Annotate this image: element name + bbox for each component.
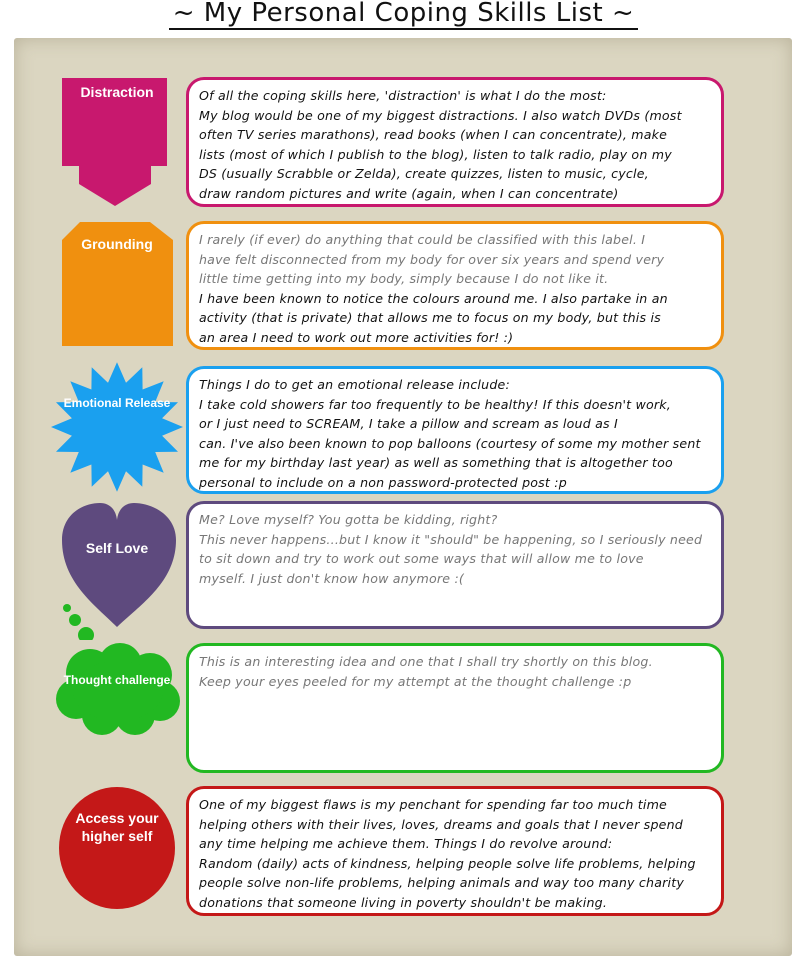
thought-challenge-label: Thought challenge: [63, 673, 171, 687]
description-line: donations that someone living in poverty shouldn't be making.: [199, 894, 608, 910]
page-title: [0, 0, 807, 28]
description-line: helping others with their lives, loves, dreams and goals that I never spend: [199, 816, 683, 832]
emotional-release-label: Emotional Release: [63, 396, 171, 410]
description-line: to sit down and try to work out some ways that will allow me to love: [199, 551, 644, 566]
description-line: Me? Love myself? You gotta be kidding, right?: [199, 512, 498, 527]
emotional-release-star-shape: [40, 362, 190, 492]
description-line: any time helping me achieve them. Things I do revolve around:: [199, 836, 613, 851]
emotional-release-description-box: [186, 366, 724, 494]
thought-challenge-description-box: [186, 643, 724, 773]
distraction-arrow-box-shape: [40, 76, 190, 210]
thought-challenge-cloud-shape: [40, 643, 190, 738]
access-your-higher-self-circle-shape: [40, 786, 190, 911]
description-line: This never happens...but I know it "should" be happening, so I seriously need: [199, 531, 703, 547]
description-line: I take cold showers far too frequently to be healthy! If this doesn't work,: [199, 396, 671, 412]
description-line: I rarely (if ever) do anything that could be classified with this label. I: [199, 232, 646, 247]
description-line: an area I need to work out more activities for! :): [199, 329, 514, 345]
grounding-label: Grounding: [81, 236, 153, 252]
description-line: Things I do to get an emotional release include:: [199, 377, 510, 392]
description-line: Keep your eyes peeled for my attempt at the thought challenge :p: [199, 673, 632, 689]
description-line: This is an interesting idea and one that I shall try shortly on this blog.: [199, 654, 653, 669]
description-line: lists (most of which I publish to the blog), listen to talk radio, play on my: [199, 146, 672, 162]
description-line: people solve non-life problems, helping animals and way too many charity: [199, 875, 684, 890]
description-line: have felt disconnected from my body for over six years and spend very: [199, 251, 665, 267]
description-line: can. I've also been known to pop balloons (courtesy of some my mother sent: [199, 435, 701, 451]
self-love-description-box: [186, 501, 724, 629]
access-your-higher-self-label: Access your higher self: [75, 810, 159, 844]
distraction-description-box: [186, 77, 724, 207]
access-your-higher-self-description-box: [186, 786, 724, 916]
description-line: or I just need to SCREAM, I take a pillow and scream as loud as I: [199, 416, 618, 431]
self-love-label: Self Love: [85, 540, 149, 556]
description-line: myself. I just don't know how anymore :(: [199, 570, 465, 586]
description-line: DS (usually Scrabble or Zelda), create quizzes, listen to music, cycle,: [199, 166, 649, 181]
title-text: ~ My Personal Coping Skills List ~: [169, 0, 639, 30]
description-line: draw random pictures and write (again, when I can concentrate): [199, 185, 619, 201]
self-love-heart-shape: [40, 500, 190, 640]
description-line: My blog would be one of my biggest distractions. I also watch DVDs (most: [199, 107, 682, 123]
description-line: personal to include on a non password-protected post :p: [199, 474, 567, 490]
description-line: One of my biggest flaws is my penchant for spending far too much time: [199, 797, 667, 812]
description-line: often TV series marathons), read books (when I can concentrate), make: [199, 127, 668, 142]
grounding-description-box: [186, 221, 724, 350]
distraction-label: Distraction: [80, 84, 154, 100]
description-line: I have been known to notice the colours around me. I also partake in an: [199, 290, 668, 306]
description-line: little time getting into my body, simply because I do not like it.: [199, 271, 609, 286]
description-line: Random (daily) acts of kindness, helping people solve life problems, helping: [199, 855, 696, 871]
description-line: Of all the coping skills here, 'distraction' is what I do the most:: [199, 88, 607, 103]
grounding-tag-shape: [40, 220, 190, 350]
description-line: me for my birthday last year) as well as something that is altogether too: [199, 455, 673, 470]
description-line: activity (that is private) that allows me to focus on my body, but this is: [199, 310, 661, 325]
